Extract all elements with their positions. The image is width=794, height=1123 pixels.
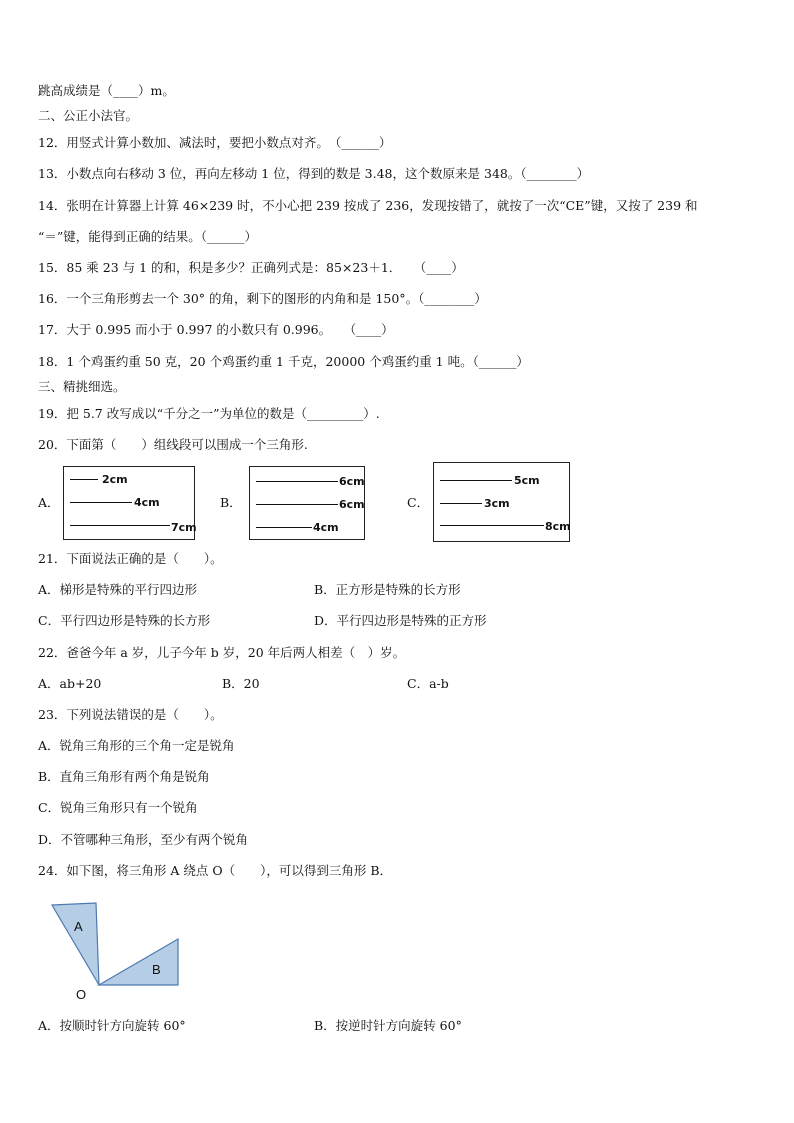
question-14-line-1: 14．张明在计算器上计算 46×239 时，不小心把 239 按成了 236，发现按错了，就按了一次“CE”键，又按了 239 和 xyxy=(38,198,698,213)
question-17: 17．大于 0.995 而小于 0.997 的小数只有 0.996。 （____） xyxy=(38,322,394,337)
q24-option-a: A．按顺时针方向旋转 60° xyxy=(38,1018,186,1033)
section-3-title: 三、精挑细选。 xyxy=(38,379,126,394)
segment-c1-label: 5cm xyxy=(514,474,540,487)
segment-a3 xyxy=(70,525,170,526)
q23-option-a: A．锐角三角形的三个角一定是锐角 xyxy=(38,738,235,753)
segment-a2 xyxy=(70,502,132,503)
segment-b2 xyxy=(256,504,338,505)
segment-a1-label: 2cm xyxy=(102,473,128,486)
line-jump-result: 跳高成绩是（____）m。 xyxy=(38,83,175,98)
question-13: 13．小数点向右移动 3 位，再向左移动 1 位，得到的数是 3.48，这个数原来是 348。（________） xyxy=(38,166,590,181)
question-18: 18．1 个鸡蛋约重 50 克，20 个鸡蛋约重 1 千克，20000 个鸡蛋约重 1 吨。（______） xyxy=(38,354,529,369)
question-20: 20．下面第（ ）组线段可以围成一个三角形. xyxy=(38,437,308,452)
segment-b2-label: 6cm xyxy=(339,498,365,511)
q22-option-b: B．20 xyxy=(222,676,260,691)
question-23: 23．下列说法错误的是（ ）。 xyxy=(38,707,223,722)
triangle-b xyxy=(99,939,178,985)
question-15: 15．85 乘 23 与 1 的和，积是多少？正确列式是：85×23＋1． （____） xyxy=(38,260,464,275)
q20-figure-b xyxy=(249,466,365,540)
q20-figure-c xyxy=(433,462,570,542)
question-19: 19．把 5.7 改写成以“千分之一”为单位的数是（_________）. xyxy=(38,406,380,421)
q24-option-b: B．按逆时针方向旋转 60° xyxy=(314,1018,462,1033)
q21-option-c: C．平行四边形是特殊的长方形 xyxy=(38,613,211,628)
segment-c3 xyxy=(440,525,544,526)
q22-option-a: A．ab+20 xyxy=(38,676,102,691)
segment-b1 xyxy=(256,481,338,482)
q23-option-c: C．锐角三角形只有一个锐角 xyxy=(38,800,198,815)
segment-b3-label: 4cm xyxy=(313,521,339,534)
q23-option-d: D．不管哪种三角形，至少有两个锐角 xyxy=(38,832,249,847)
q24-rotation-figure xyxy=(40,895,190,1007)
question-24: 24．如下图，将三角形 A 绕点 O（ ），可以得到三角形 B． xyxy=(38,863,393,878)
question-22: 22．爸爸今年 a 岁，儿子今年 b 岁，20 年后两人相差（ ）岁。 xyxy=(38,645,406,660)
q20-option-b-label: B． xyxy=(220,495,242,510)
triangle-b-label: B xyxy=(152,962,161,977)
segment-a2-label: 4cm xyxy=(134,496,160,509)
q20-option-c-label: C． xyxy=(407,495,430,510)
question-14-line-2: “＝”键，能得到正确的结果。（______） xyxy=(38,229,258,244)
segment-b1-label: 6cm xyxy=(339,475,365,488)
segment-c2 xyxy=(440,503,482,504)
question-16: 16．一个三角形剪去一个 30° 的角，剩下的图形的内角和是 150°。（________） xyxy=(38,291,487,306)
triangle-a-label: A xyxy=(74,919,83,934)
question-12: 12．用竖式计算小数加、减法时，要把小数点对齐。 （______） xyxy=(38,135,392,150)
segment-c1 xyxy=(440,480,512,481)
segment-a3-label: 7cm xyxy=(171,521,197,534)
triangle-a xyxy=(52,903,99,985)
question-21: 21．下面说法正确的是（ ）。 xyxy=(38,551,223,566)
segment-c2-label: 3cm xyxy=(484,497,510,510)
q20-option-a-label: A． xyxy=(38,495,60,510)
point-o-label: O xyxy=(76,987,87,1002)
q21-option-b: B．正方形是特殊的长方形 xyxy=(314,582,461,597)
q21-option-d: D．平行四边形是特殊的正方形 xyxy=(314,613,487,628)
section-2-title: 二、公正小法官。 xyxy=(38,108,139,123)
q20-figure-a xyxy=(63,466,195,540)
segment-c3-label: 8cm xyxy=(545,520,571,533)
q23-option-b: B．直角三角形有两个角是锐角 xyxy=(38,769,210,784)
q22-option-c: C．a-b xyxy=(407,676,449,691)
segment-a1 xyxy=(70,479,98,480)
segment-b3 xyxy=(256,527,312,528)
q21-option-a: A．梯形是特殊的平行四边形 xyxy=(38,582,198,597)
